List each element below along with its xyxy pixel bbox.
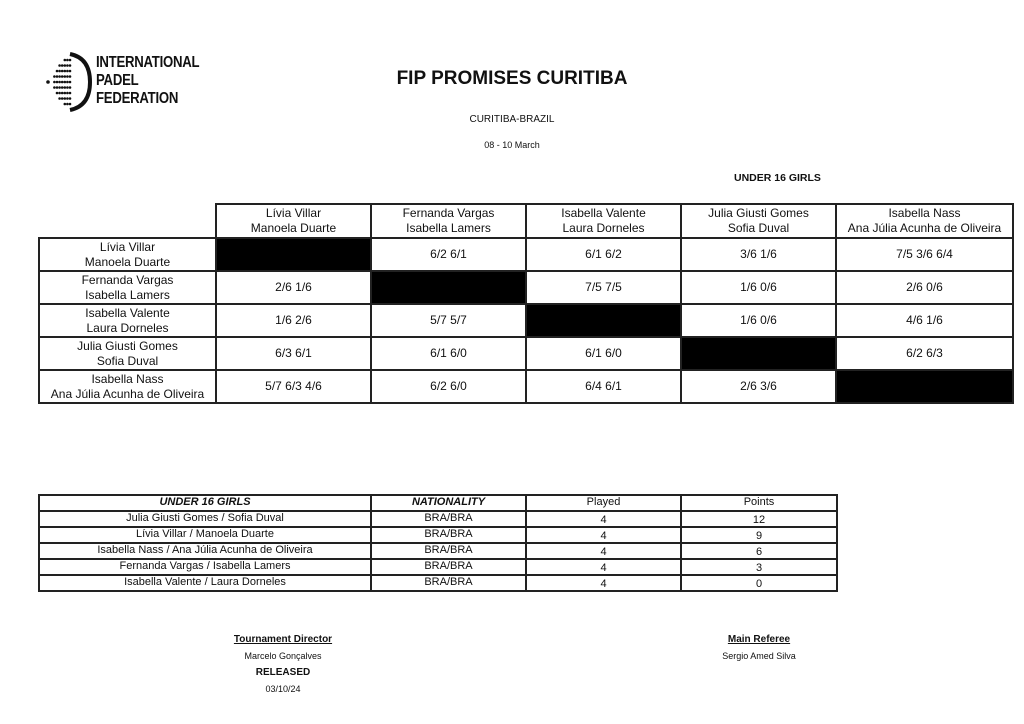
standings-row [39, 575, 837, 591]
team-name: Isabella Nass [91, 371, 164, 386]
dates: 08 - 10 March [484, 140, 540, 150]
team-name: Isabella Nass [888, 206, 961, 220]
team-name: Lívia Villar [99, 239, 156, 254]
standings-cell: 4 [526, 511, 681, 527]
team-name: Sofia Duval [727, 221, 790, 235]
team-name: Sofia Duval [96, 353, 159, 368]
standings-row [39, 543, 837, 559]
logo-line: PADEL [96, 72, 139, 89]
matrix-row [39, 238, 1013, 271]
score-cell: 6/2 6/0 [371, 370, 526, 403]
standings-cell: Isabella Valente / Laura Dorneles [39, 575, 371, 591]
score-cell: 7/5 7/5 [526, 271, 681, 304]
score-cell: 6/2 6/3 [836, 337, 1013, 370]
referee-label: Main Referee [727, 634, 791, 645]
standings-cell: 12 [681, 511, 837, 527]
tournament-director [203, 634, 363, 694]
row-team-header [39, 271, 216, 304]
team-name: Isabella Lamers [406, 221, 491, 235]
column-team-header [836, 204, 1013, 238]
team-name: Isabella Valente [85, 305, 170, 320]
row-team-header [39, 238, 216, 271]
standings-cell: Fernanda Vargas / Isabella Lamers [39, 559, 371, 575]
standings-cell: BRA/BRA [371, 527, 526, 543]
score-cell: 2/6 1/6 [216, 271, 371, 304]
standings-cell: Julia Giusti Gomes / Sofia Duval [39, 511, 371, 527]
standings-row [39, 527, 837, 543]
team-name: Isabella Valente [561, 206, 646, 220]
score-cell: 6/1 6/0 [371, 337, 526, 370]
logo-line: FEDERATION [96, 90, 179, 107]
category-label: UNDER 16 GIRLS [734, 172, 821, 184]
matrix-row [39, 271, 1013, 304]
released-date: 03/10/24 [265, 684, 301, 694]
team-name: Ana Júlia Acunha de Oliveira [847, 221, 1002, 235]
standings-header: NATIONALITY [371, 495, 526, 511]
team-name: Ana Júlia Acunha de Oliveira [50, 386, 205, 401]
page-title: FIP PROMISES CURITIBA [396, 68, 628, 89]
standings-row [39, 511, 837, 527]
standings-table [38, 494, 838, 592]
director-label: Tournament Director [233, 634, 333, 645]
standings-header: UNDER 16 GIRLS [39, 495, 371, 511]
score-cell: 3/6 1/6 [681, 238, 836, 271]
column-team-header [216, 204, 371, 238]
column-team-header [371, 204, 526, 238]
standings-header: Points [681, 495, 837, 511]
team-name: Isabella Lamers [85, 287, 170, 302]
results-matrix [38, 203, 1014, 404]
team-name: Julia Giusti Gomes [708, 206, 809, 220]
standings-row [39, 559, 837, 575]
standings-cell: 4 [526, 527, 681, 543]
self-match-cell [526, 304, 681, 337]
score-cell: 6/3 6/1 [216, 337, 371, 370]
score-cell: 1/6 0/6 [681, 271, 836, 304]
standings-cell: BRA/BRA [371, 511, 526, 527]
standings-cell: 6 [681, 543, 837, 559]
score-cell: 6/2 6/1 [371, 238, 526, 271]
empty-corner [39, 204, 216, 238]
row-team-header [39, 304, 216, 337]
score-cell: 1/6 0/6 [681, 304, 836, 337]
score-cell: 5/7 5/7 [371, 304, 526, 337]
released-label: RELEASED [255, 667, 311, 678]
score-cell: 6/1 6/2 [526, 238, 681, 271]
row-team-header [39, 370, 216, 403]
standings-cell: Lívia Villar / Manoela Duarte [39, 527, 371, 543]
team-name: Fernanda Vargas [402, 206, 495, 220]
standings-cell: 0 [681, 575, 837, 591]
team-name: Laura Dorneles [86, 320, 169, 335]
matrix-row [39, 304, 1013, 337]
standings-cell: 9 [681, 527, 837, 543]
director-name: Marcelo Gonçalves [244, 651, 322, 661]
score-cell: 7/5 3/6 6/4 [836, 238, 1013, 271]
standings-cell: BRA/BRA [371, 559, 526, 575]
standings-cell: BRA/BRA [371, 575, 526, 591]
self-match-cell [371, 271, 526, 304]
score-cell: 6/4 6/1 [526, 370, 681, 403]
referee-name: Sergio Amed Silva [722, 651, 796, 661]
score-cell: 5/7 6/3 4/6 [216, 370, 371, 403]
matrix-row [39, 370, 1013, 403]
standings-cell: 3 [681, 559, 837, 575]
standings-header-row [39, 495, 837, 511]
team-name: Laura Dorneles [562, 221, 645, 235]
team-name: Manoela Duarte [84, 254, 171, 269]
score-cell: 4/6 1/6 [836, 304, 1013, 337]
team-name: Manoela Duarte [250, 221, 337, 235]
team-name: Julia Giusti Gomes [77, 338, 178, 353]
team-name: Fernanda Vargas [81, 272, 174, 287]
self-match-cell [836, 370, 1013, 403]
logo-line: INTERNATIONAL [96, 54, 200, 71]
self-match-cell [216, 238, 371, 271]
location: CURITIBA-BRAZIL [469, 114, 555, 125]
standings-header: Played [526, 495, 681, 511]
matrix-row [39, 337, 1013, 370]
main-referee [679, 634, 839, 661]
matrix-header-row [39, 204, 1013, 238]
standings-cell: 4 [526, 559, 681, 575]
score-cell: 6/1 6/0 [526, 337, 681, 370]
team-name: Lívia Villar [265, 206, 322, 220]
standings-cell: BRA/BRA [371, 543, 526, 559]
self-match-cell [681, 337, 836, 370]
standings-cell: 4 [526, 575, 681, 591]
score-cell: 2/6 3/6 [681, 370, 836, 403]
column-team-header [526, 204, 681, 238]
score-cell: 2/6 0/6 [836, 271, 1013, 304]
standings-cell: Isabella Nass / Ana Júlia Acunha de Oliveira [39, 543, 371, 559]
score-cell: 1/6 2/6 [216, 304, 371, 337]
column-team-header [681, 204, 836, 238]
row-team-header [39, 337, 216, 370]
standings-cell: 4 [526, 543, 681, 559]
